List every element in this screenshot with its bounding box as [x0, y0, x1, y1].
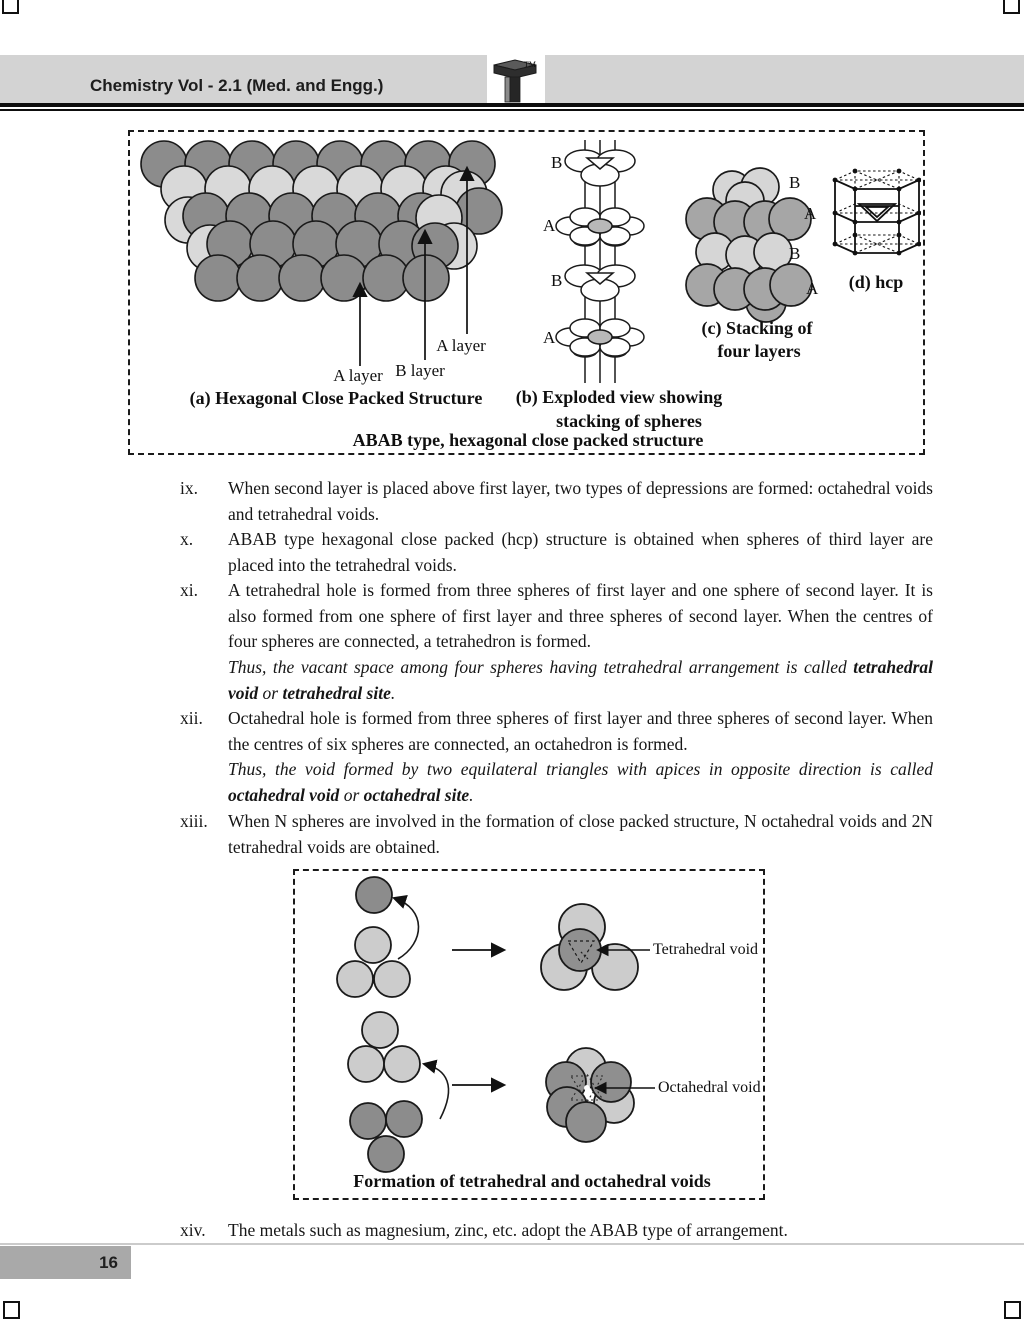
- note-end: .: [390, 682, 396, 703]
- item-number: xiii.: [180, 811, 208, 831]
- note-bold-1: octahedral void: [228, 784, 340, 805]
- item-number: xiv.: [180, 1220, 206, 1240]
- list-item-x: [180, 527, 933, 578]
- item-text: The metals such as magnesium, zinc, etc. adopt the ABAB type of arrangement.: [228, 1220, 788, 1240]
- item-number: xi.: [180, 580, 198, 600]
- octahedral-void-label: Octahedral void: [658, 1079, 761, 1096]
- item-text: When second layer is placed above first layer, two types of depressions are formed: octahedral voids and tetrahedral voids.: [228, 478, 933, 524]
- note-lead: Thus, the void formed by two equilateral triangles with apices in opposite direction is called: [228, 759, 933, 779]
- footer-hairline: [0, 1243, 1024, 1245]
- page-number: 16: [0, 1246, 131, 1279]
- note-mid: or: [258, 682, 283, 703]
- a-layer-label-left: A layer: [333, 366, 383, 385]
- note-bold-2: octahedral site: [363, 784, 470, 805]
- caption-b-line1: (b) Exploded view showing: [515, 387, 723, 407]
- note-lead: Thus, the vacant space among four spheres having tetrahedral arrangement is called: [228, 657, 854, 677]
- corner-mark-bottom-right: [1004, 1301, 1021, 1319]
- fourlayer-label-b1: B: [789, 173, 801, 192]
- tm-mark: TM: [524, 60, 536, 69]
- hcp-sphere-cluster: [141, 141, 502, 301]
- octahedral-void-group: [546, 1048, 634, 1142]
- note-bold-1: tetrahedral void: [228, 657, 933, 703]
- fourlayer-label-b2: B: [789, 244, 801, 263]
- item-number: x.: [180, 529, 194, 549]
- hcp-unit-cell: [833, 169, 921, 256]
- a-layer-label-right: A layer: [436, 336, 486, 355]
- stack-label-a1: A: [543, 216, 556, 235]
- item-number: ix.: [180, 478, 198, 498]
- stack-label-b1: B: [551, 153, 563, 172]
- figure-voids-formation: [293, 869, 765, 1200]
- note-end: .: [469, 784, 474, 805]
- publisher-logo: [487, 55, 545, 103]
- list-item-xii: [180, 706, 933, 757]
- caption-c-line1: (c) Stacking of: [701, 318, 813, 338]
- figure-hcp-structure: [128, 130, 925, 455]
- note-bold-2: tetrahedral site: [282, 682, 391, 703]
- list-item-xiv: [180, 1218, 933, 1244]
- header-rule-thick: [0, 103, 1024, 107]
- b-layer-label: B layer: [395, 361, 445, 380]
- tetra-formation-left: [337, 877, 419, 997]
- caption-abab: ABAB type, hexagonal close packed structure: [352, 430, 704, 450]
- item-text: ABAB type hexagonal close packed (hcp) structure is obtained when spheres of third layer are placed into the tetrahedral voids.: [228, 529, 933, 575]
- tetrahedral-void-label: Tetrahedral void: [653, 941, 759, 958]
- corner-mark-top-right: [1003, 0, 1020, 14]
- corner-mark-bottom-left: [3, 1301, 20, 1319]
- header-rule-thin: [0, 109, 1024, 111]
- list-item-ix: [180, 476, 933, 527]
- list-item-xiii: [180, 809, 933, 860]
- stack-label-b2: B: [551, 271, 563, 290]
- item-text: When N spheres are involved in the formation of close packed structure, N octahedral voids and 2N tetrahedral voids are obtained.: [228, 811, 933, 857]
- item-text: Octahedral hole is formed from three spheres of first layer and three spheres of second layer. When the centres of six spheres are connected, an octahedron is formed.: [228, 708, 933, 754]
- voids-figure-graphics: [295, 871, 763, 1198]
- fourlayer-label-a2: A: [806, 279, 819, 298]
- caption-c-line2: four layers: [717, 341, 801, 361]
- item-text: A tetrahedral hole is formed from three spheres of first layer and one sphere of second layer. It is also formed from one sphere of first layer and three spheres of second layer. When the centres of four spheres are connected, a tetrahedron is formed.: [228, 580, 933, 652]
- logo-notch: [487, 55, 545, 103]
- list-item-xi: [180, 578, 933, 655]
- corner-mark-top-left: [2, 0, 19, 14]
- note-mid: or: [339, 784, 364, 805]
- caption-a: (a) Hexagonal Close Packed Structure: [189, 388, 483, 408]
- book-title: Chemistry Vol - 2.1 (Med. and Engg.): [90, 76, 384, 95]
- caption-d: (d) hcp: [848, 272, 904, 292]
- note-tetrahedral: [228, 655, 933, 706]
- stack-label-a2: A: [543, 328, 556, 347]
- tetrahedral-void-group: [541, 904, 638, 990]
- fourlayer-label-a1: A: [804, 204, 817, 223]
- note-octahedral: [228, 757, 933, 808]
- item-number: xii.: [180, 708, 203, 728]
- exploded-stack: [556, 140, 644, 383]
- octa-formation-left: [348, 1012, 449, 1172]
- voids-caption: Formation of tetrahedral and octahedral voids: [353, 1171, 711, 1191]
- caption-b-line2: stacking of spheres: [556, 411, 702, 431]
